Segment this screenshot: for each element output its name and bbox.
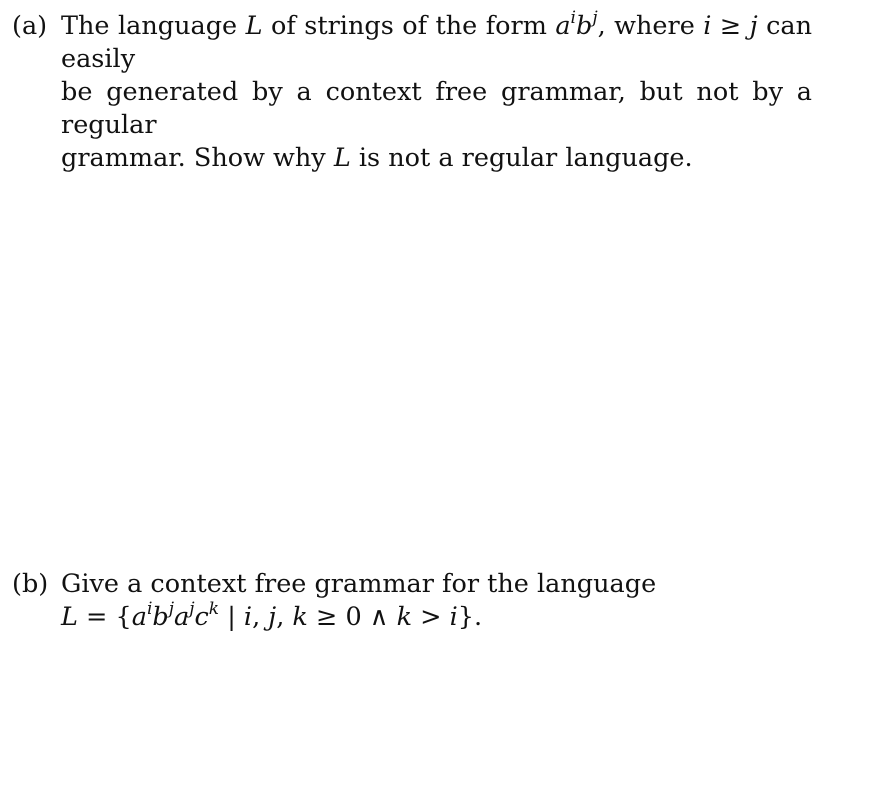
question-b: [12, 568, 812, 634]
question-a-line-3: grammar. Show why L is not a regular language.: [61, 143, 693, 173]
language-definition: $L = \{a^ib^ja^jc^k$ | i, j, k ≥ 0 ∧ k > i}.: [61, 598, 483, 632]
question-b-line-1: Give a context free grammar for the language: [61, 569, 657, 599]
answer-space-a[interactable]: [61, 115, 821, 560]
question-a-line-2: be generated by a context free grammar, but not by a regular: [61, 77, 812, 140]
question-a-line-1: The language L of strings of the form $a^ib^j$, where i ≥ j can easily: [61, 7, 813, 74]
question-a-label: (a): [12, 11, 48, 41]
answer-space-b[interactable]: [61, 640, 821, 780]
question-b-label: (b): [12, 569, 49, 599]
form-expression: $a^ib^j$: [555, 7, 598, 41]
condition-expression: i ≥ j: [703, 11, 758, 41]
question-b-text: [61, 568, 812, 634]
